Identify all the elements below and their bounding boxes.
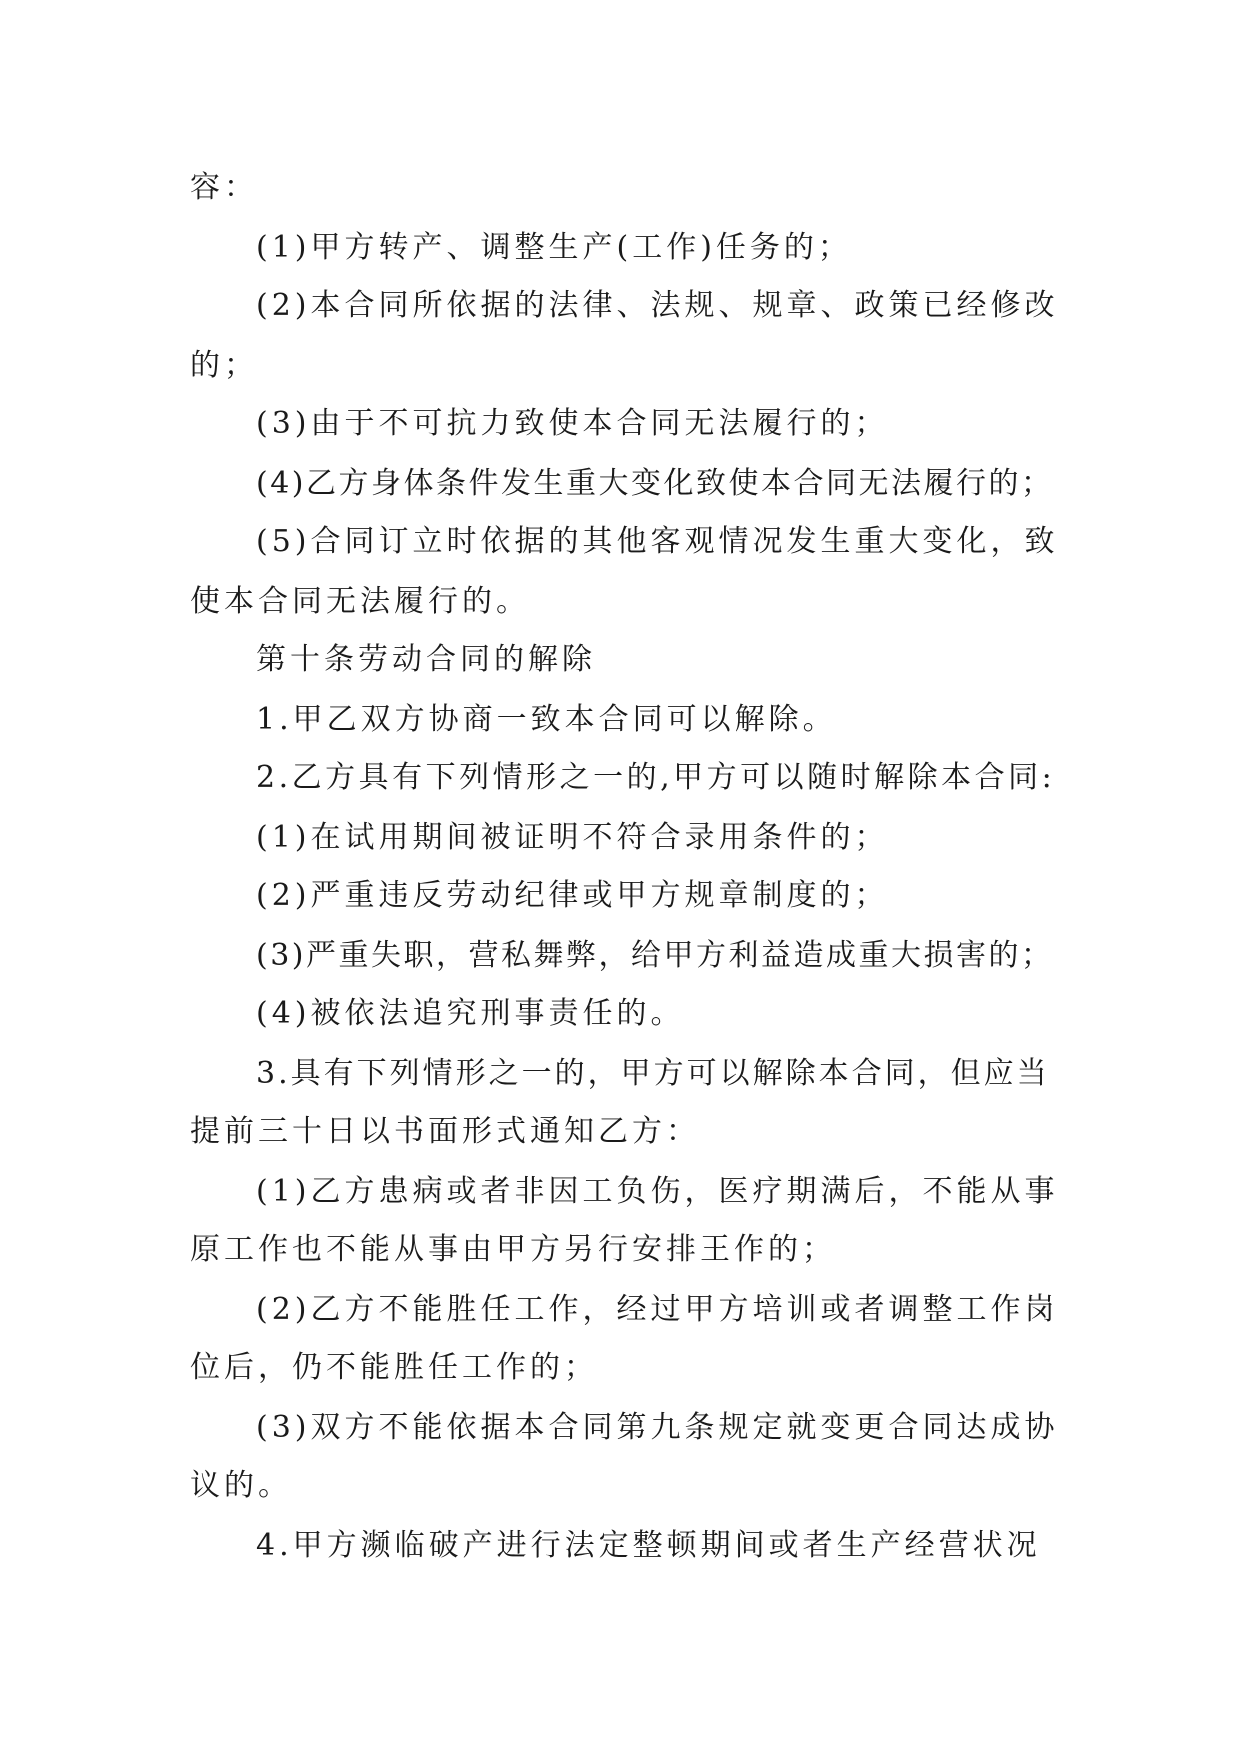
text-line: 原工作也不能从事由甲方另行安排王作的；	[190, 1232, 836, 1267]
text-line: (3)严重失职，营私舞弊，给甲方利益造成重大损害的；	[256, 938, 1054, 973]
text-line: (3)双方不能依据本合同第九条规定就变更合同达成协	[256, 1410, 1059, 1445]
text-line: 2.乙方具有下列情形之一的,甲方可以随时解除本合同:	[256, 760, 1056, 795]
text-line: (2)本合同所依据的法律、法规、规章、政策已经修改	[256, 288, 1059, 323]
text-line: (5)合同订立时依据的其他客观情况发生重大变化，致	[256, 524, 1059, 559]
text-line: 3.具有下列情形之一的，甲方可以解除本合同，但应当	[256, 1056, 1050, 1091]
text-line: (2)严重违反劳动纪律或甲方规章制度的；	[256, 878, 889, 913]
text-line: 位后，仍不能胜任工作的；	[190, 1350, 598, 1385]
text-line: 1.甲乙双方协商一致本合同可以解除。	[256, 702, 837, 737]
section-heading: 第十条劳动合同的解除	[256, 642, 596, 677]
text-line: (3)由于不可抗力致使本合同无法履行的；	[256, 406, 889, 441]
text-line: 4.甲方濒临破产进行法定整顿期间或者生产经营状况	[256, 1528, 1041, 1563]
text-line: (2)乙方不能胜任工作，经过甲方培训或者调整工作岗	[256, 1292, 1059, 1327]
text-line: (1)在试用期间被证明不符合录用条件的；	[256, 820, 889, 855]
text-line: 的；	[190, 348, 258, 383]
text-line: 使本合同无法履行的。	[190, 584, 530, 619]
text-line: (1)乙方患病或者非因工负伤，医疗期满后，不能从事	[256, 1174, 1059, 1209]
text-line: 议的。	[190, 1468, 292, 1503]
text-line: (1)甲方转产、调整生产(工作)任务的；	[256, 230, 852, 265]
text-line: 容：	[190, 170, 258, 205]
text-line: (4)乙方身体条件发生重大变化致使本合同无法履行的；	[256, 466, 1054, 501]
text-line: 提前三十日以书面形式通知乙方：	[190, 1114, 700, 1149]
text-line: (4)被依法追究刑事责任的。	[256, 996, 685, 1031]
